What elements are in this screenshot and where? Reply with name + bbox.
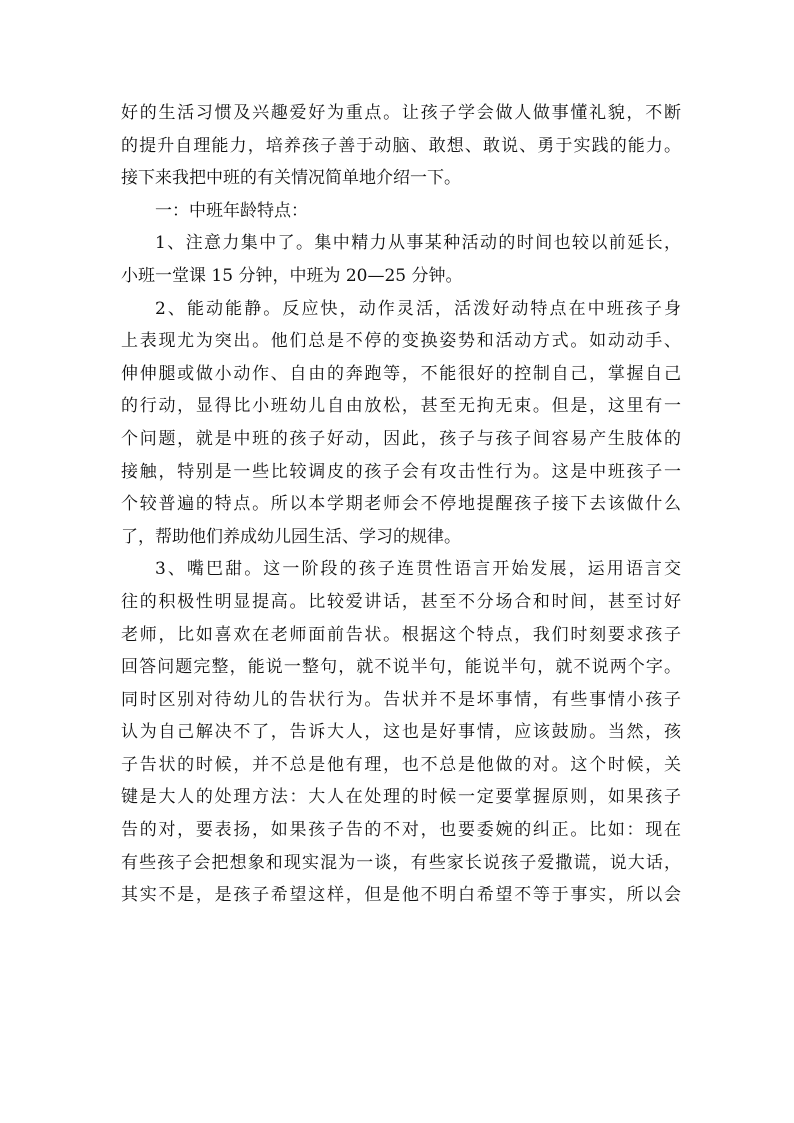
text-line: 接下来我把中班的有关情况简单地介绍一下。 <box>121 168 461 189</box>
text-line: 了，帮助他们养成幼儿园生活、学习的规律。 <box>121 526 461 547</box>
paragraph-point-3 <box>121 553 681 912</box>
heading-line: 一：中班年龄特点： <box>155 200 308 221</box>
text-line: 认为自己解决不了，告诉大人，这也是好事情，应该鼓励。当然，孩 <box>121 722 681 743</box>
text-line: 好的生活习惯及兴趣爱好为重点。让孩子学会做人做事懂礼貌，不断 <box>121 103 681 123</box>
text-line: 3、嘴巴甜。这一阶段的孩子连贯性语言开始发展，运用语言交 <box>155 559 681 580</box>
section-heading <box>121 195 681 228</box>
text-line: 子告状的时候，并不总是他有理，也不总是他做的对。这个时候，关 <box>121 754 681 775</box>
paragraph-point-1 <box>121 227 681 292</box>
document-body <box>121 97 681 912</box>
text-line: 往的积极性明显提高。比较爱讲话，甚至不分场合和时间，甚至讨好 <box>121 591 681 612</box>
text-line: 1、注意力集中了。集中精力从事某种活动的时间也较以前延长， <box>155 233 681 254</box>
text-line: 接触，特别是一些比较调皮的孩子会有攻击性行为。这是中班孩子一 <box>121 461 681 482</box>
text-line: 2、能动能静。反应快，动作灵活，活泼好动特点在中班孩子身 <box>155 298 681 319</box>
text-line: 其实不是，是孩子希望这样，但是他不明白希望不等于事实，所以会 <box>121 885 681 906</box>
text-line: 回答问题完整，能说一整句，就不说半句，能说半句，就不说两个字。 <box>121 657 681 678</box>
text-line: 个较普遍的特点。所以本学期老师会不停地提醒孩子接下去该做什么 <box>121 494 681 515</box>
text-line: 的行动，显得比小班幼儿自由放松，甚至无拘无束。但是，这里有一 <box>121 396 681 417</box>
text-line: 小班一堂课 15 分钟，中班为 20—25 分钟。 <box>121 265 463 286</box>
text-line: 老师，比如喜欢在老师面前告状。根据这个特点，我们时刻要求孩子 <box>121 624 681 645</box>
paragraph-point-2 <box>121 293 681 554</box>
text-line: 有些孩子会把想象和现实混为一谈，有些家长说孩子爱撒谎，说大话， <box>121 852 681 873</box>
text-line: 的提升自理能力，培养孩子善于动脑、敢想、敢说、勇于实践的能力。 <box>121 135 681 156</box>
text-line: 个问题，就是中班的孩子好动，因此，孩子与孩子间容易产生肢体的 <box>121 428 681 449</box>
text-line: 告的对，要表扬，如果孩子告的不对，也要委婉的纠正。比如：现在 <box>121 820 681 841</box>
paragraph-intro <box>121 97 681 195</box>
text-line: 上表现尤为突出。他们总是不停的变换姿势和活动方式。如动动手、 <box>121 331 681 352</box>
text-line: 同时区别对待幼儿的告状行为。告状并不是坏事情，有些事情小孩子 <box>121 689 681 710</box>
text-line: 键是大人的处理方法：大人在处理的时候一定要掌握原则，如果孩子 <box>121 787 681 808</box>
text-line: 伸伸腿或做小动作、自由的奔跑等，不能很好的控制自己，掌握自己 <box>121 363 681 384</box>
